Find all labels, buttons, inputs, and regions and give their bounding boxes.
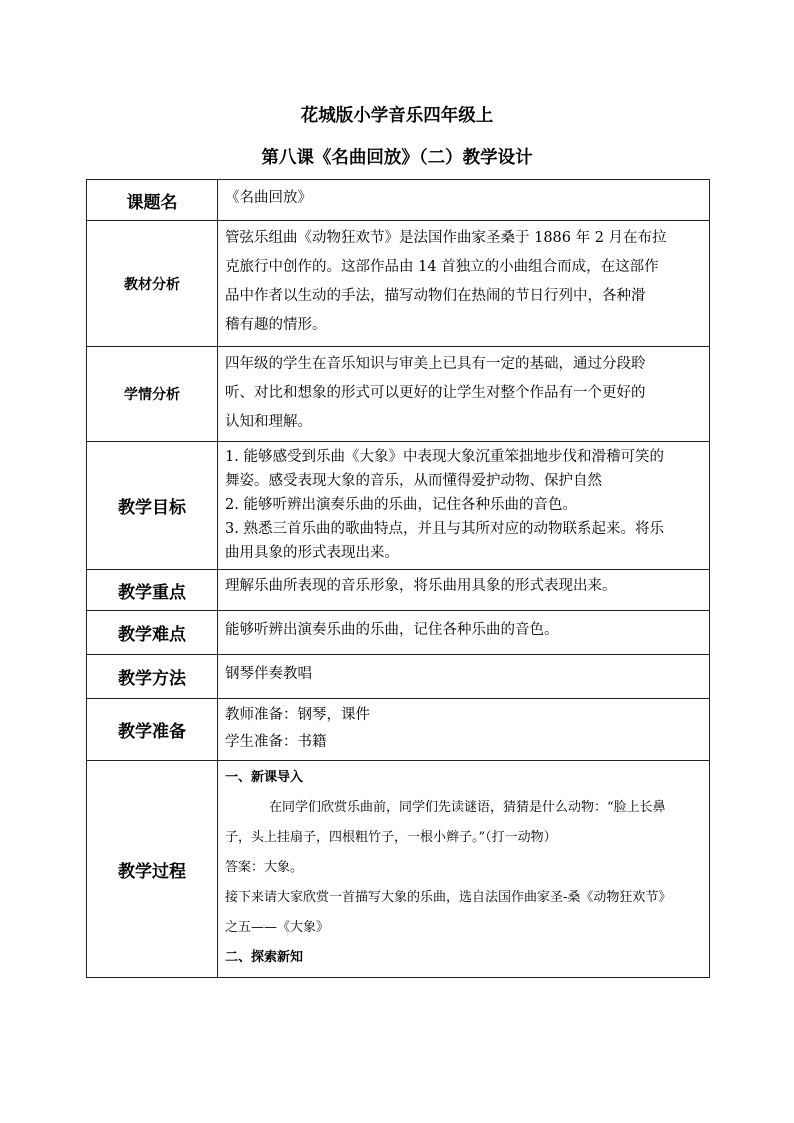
table-row-material [87, 221, 710, 347]
label-material: 教材分析 [87, 221, 218, 347]
document-subtitle: 第八课《名曲回放》（二）教学设计 [261, 148, 533, 168]
table-row-students [87, 347, 710, 442]
process-heading-intro: 一、新课导入 [225, 770, 304, 785]
value-preparation [218, 699, 710, 761]
label-topic: 课题名 [87, 180, 218, 221]
label-difficulties: 教学难点 [87, 611, 218, 655]
goal-line: 2. 能够听辨出演奏乐曲的乐曲，记住各种乐曲的音色。 [225, 497, 577, 513]
difficulties-text: 能够听辨出演奏乐曲的乐曲，记住各种乐曲的音色。 [225, 622, 559, 638]
goal-line: 曲用具象的形式表现出来。 [225, 545, 399, 561]
value-process [218, 761, 710, 978]
material-line: 品中作者以生动的手法，描写动物们在热闹的节日行列中，各种滑 [225, 288, 646, 304]
label-process: 教学过程 [87, 761, 218, 978]
students-line: 听、对比和想象的形式可以更好的让学生对整个作品有一个更好的 [225, 385, 646, 401]
value-difficulties [218, 611, 710, 655]
table-row-topic [87, 180, 710, 221]
process-paragraph-line: 在同学们欣赏乐曲前，同学们先读谜语，猜猜是什么动物：“脸上长鼻 [269, 800, 666, 815]
students-line: 四年级的学生在音乐知识与审美上已具有一定的基础，通过分段聆 [225, 356, 646, 372]
preparation-line: 教师准备：钢琴，课件 [225, 707, 370, 723]
process-paragraph-line: 子，头上挂扇子，四根粗竹子，一根小辫子。”（打一动物） [225, 830, 557, 845]
table-row-key-points [87, 570, 710, 611]
value-key-points [218, 570, 710, 611]
table-row-process [87, 761, 710, 978]
methods-text: 钢琴伴奏教唱 [225, 666, 312, 682]
value-students [218, 347, 710, 442]
material-line: 克旅行中创作的。这部作品由 14 首独立的小曲组合而成，在这部作 [225, 259, 659, 275]
lesson-plan-table [86, 179, 710, 978]
table-row-goals [87, 442, 710, 570]
preparation-line: 学生准备：书籍 [225, 734, 327, 750]
value-methods [218, 655, 710, 699]
material-line: 稽有趣的情形。 [225, 317, 327, 333]
table-row-difficulties [87, 611, 710, 655]
label-goals: 教学目标 [87, 442, 218, 570]
label-preparation: 教学准备 [87, 699, 218, 761]
table-row-preparation [87, 699, 710, 761]
process-paragraph-line: 之五——《大象》 [225, 920, 330, 935]
label-students: 学情分析 [87, 347, 218, 442]
key-points-text: 理解乐曲所表现的音乐形象，将乐曲用具象的形式表现出来。 [225, 578, 617, 594]
label-key-points: 教学重点 [87, 570, 218, 611]
goal-line: 舞姿。感受表现大象的音乐，从而懂得爱护动物、保护自然 [225, 473, 602, 489]
document-title: 花城版小学音乐四年级上 [300, 106, 494, 126]
process-answer: 答案：大象。 [225, 860, 304, 875]
value-topic [218, 180, 710, 221]
students-line: 认知和理解。 [225, 414, 312, 430]
process-heading-explore: 二、探索新知 [225, 950, 304, 965]
goal-line: 3. 熟悉三首乐曲的歌曲特点，并且与其所对应的动物联系起来。将乐 [225, 521, 664, 537]
value-material [218, 221, 710, 347]
material-line: 管弦乐组曲《动物狂欢节》是法国作曲家圣桑于 1886 年 2 月在布拉 [225, 230, 667, 246]
goal-line: 1. 能够感受到乐曲《大象》中表现大象沉重笨拙地步伐和滑稽可笑的 [225, 449, 664, 465]
label-methods: 教学方法 [87, 655, 218, 699]
process-paragraph-line: 接下来请大家欣赏一首描写大象的乐曲，选自法国作曲家圣-桑《动物狂欢节》 [225, 890, 672, 905]
table-row-methods [87, 655, 710, 699]
value-goals [218, 442, 710, 570]
topic-text: 《名曲回放》 [225, 189, 312, 206]
